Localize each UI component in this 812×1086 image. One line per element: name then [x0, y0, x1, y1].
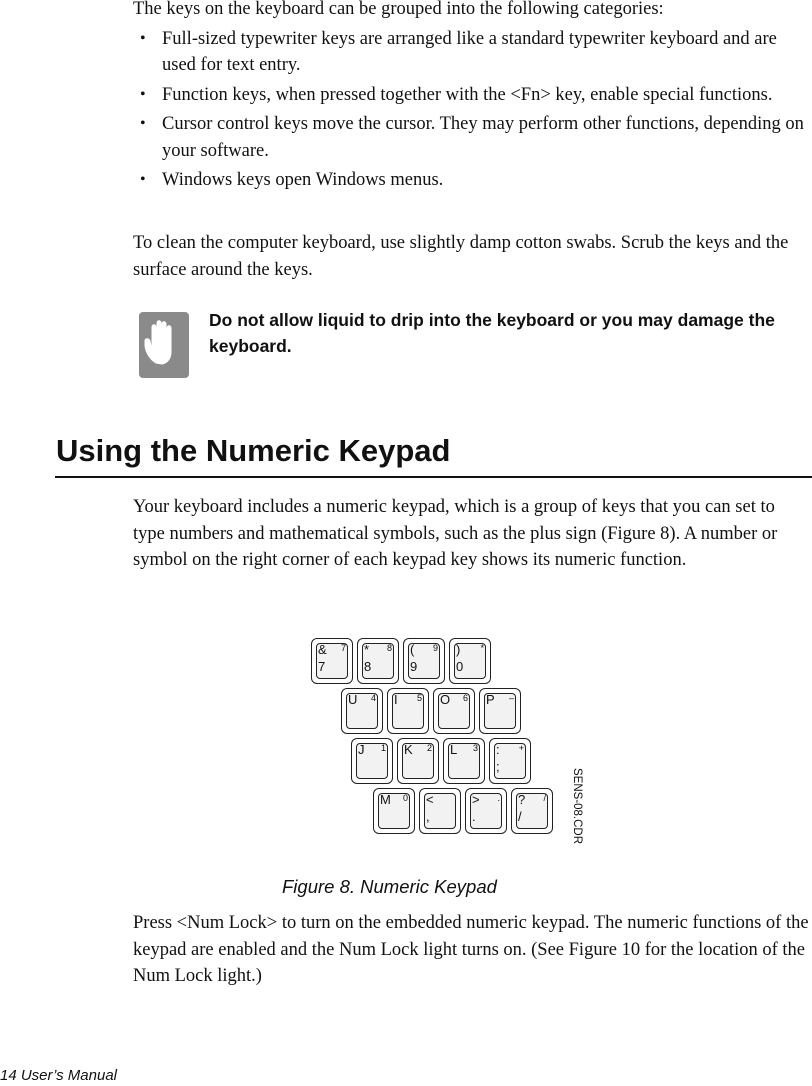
caution-text: Do not allow liquid to drip into the keyboard or you may damage the keyboard.	[209, 310, 775, 356]
numlock-paragraph: Press <Num Lock> to turn on the embedded numeric keypad. The numeric functions of the keypad are enabled and the Num Lock light turns on. (See Figure 10 for the location of the Num Lock light.)	[133, 913, 809, 986]
figure-file-code: SENS-08.CDR	[571, 768, 583, 845]
keypad-key-8: * 8 8	[357, 638, 399, 684]
keypad-key-7: & 7 7	[311, 638, 353, 684]
bullet-icon: •	[140, 171, 146, 188]
keypad-key-4: U 4	[341, 688, 383, 734]
keypad-key-multiply: ) 0 *	[449, 638, 491, 684]
keypad-key-1: J 1	[351, 738, 393, 784]
keypad-key-3: L 3	[443, 738, 485, 784]
section-title: Using the Numeric Keypad	[56, 433, 451, 468]
list-item: • Function keys, when pressed together with the <Fn> key, enable special functions.	[133, 82, 809, 109]
cleaning-paragraph: To clean the computer keyboard, use slightly damp cotton swabs. Scrub the keys and the surface around the keys.	[133, 233, 789, 280]
list-item: • Windows keys open Windows menus.	[133, 167, 809, 194]
list-item: • Full-sized typewriter keys are arranged like a standard typewriter keyboard and are used for text entry.	[133, 26, 809, 79]
keypad-key-divide: ? / /	[511, 788, 553, 834]
keypad-key-2: K 2	[397, 738, 439, 784]
keypad-key-6: O 6	[433, 688, 475, 734]
intro-text: The keys on the keyboard can be grouped into the following categories:	[133, 0, 664, 19]
keypad-key-plus: : ; +	[489, 738, 531, 784]
keypad-key-9: ( 9 9	[403, 638, 445, 684]
figure-caption: Figure 8. Numeric Keypad	[282, 876, 497, 897]
section-divider	[55, 476, 812, 478]
key-category-list	[133, 26, 809, 194]
keypad-paragraph: Your keyboard includes a numeric keypad, which is a group of keys that you can set to type numbers and mathematical symbols, such as the plus sign (Figure 8). A number or symbol on the right corner of each keypad key shows its numeric function.	[133, 497, 778, 570]
bullet-icon: •	[140, 115, 146, 132]
bullet-icon: •	[140, 85, 146, 103]
keypad-key-0: M 0	[373, 788, 415, 834]
hand-stop-icon	[138, 311, 190, 379]
keypad-key-minus: P –	[479, 688, 521, 734]
list-item: • Cursor control keys move the cursor. They may perform other functions, depending on your software.	[133, 111, 809, 164]
keypad-key-5: I 5	[387, 688, 429, 734]
keypad-key-decimal: > . .	[465, 788, 507, 834]
bullet-icon: •	[140, 29, 146, 47]
intro-block	[133, 0, 809, 197]
keypad-key-comma: < ,	[419, 788, 461, 834]
numeric-keypad-figure	[300, 630, 640, 855]
page-footer: 14 User’s Manual	[0, 1067, 118, 1084]
